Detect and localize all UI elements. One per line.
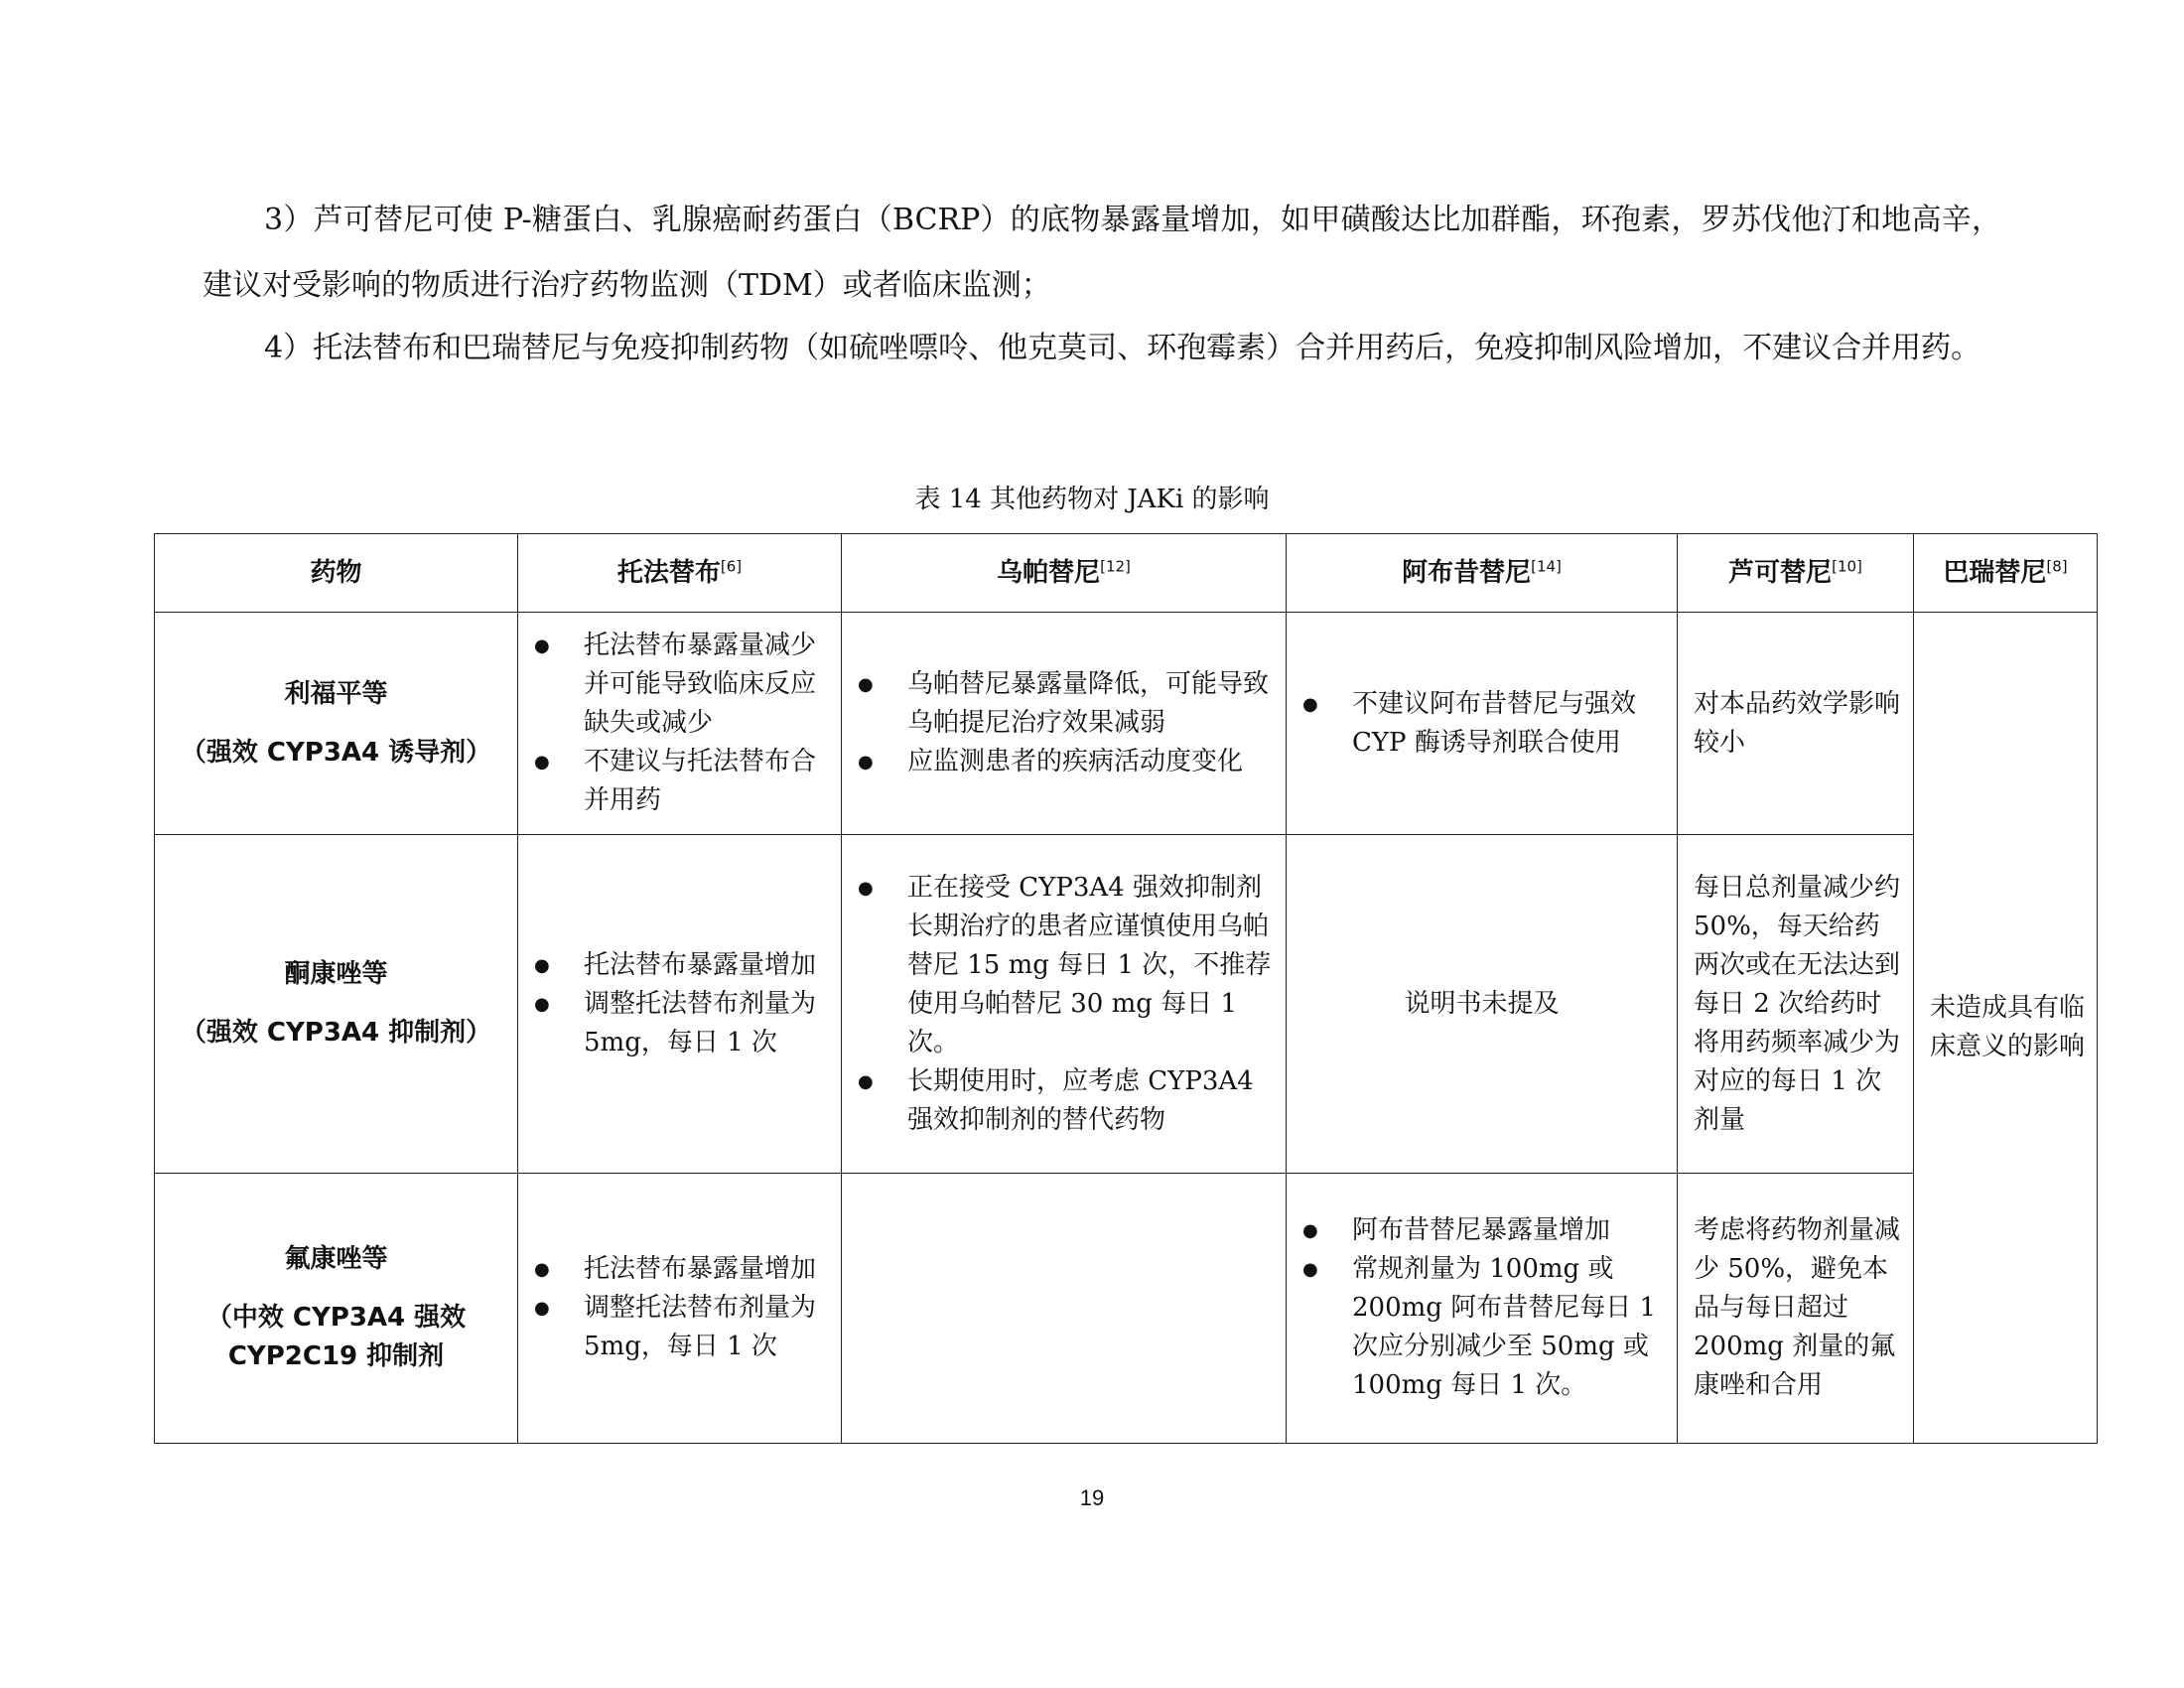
header-drug: 药物 [155,534,518,613]
upadacitinib-cell [842,613,1287,835]
bullet-item: ● 阿布昔替尼暴露量增加 [1297,1211,1667,1250]
ruxolitinib-cell: 每日总剂量减少约 50%，每天给药两次或在无法达到每日 2 次给药时将用药频率减少为对应的每日 1 次剂量 [1678,835,1914,1174]
paragraph-immunosuppressant-combination: 4）托法替布和巴瑞替尼与免疫抑制药物（如硫唑嘌呤、他克莫司、环孢霉素）合并用药后，免疫抑制风险增加，不建议合并用药。 [264,331,1981,365]
bullet-item: ● 长期使用时，应考虑 CYP3A4 强效抑制剂的替代药物 [852,1062,1276,1140]
ruxolitinib-cell: 考虑将药物剂量减少 50%，避免本品与每日超过 200mg 剂量的氟康唑和合用 [1678,1174,1914,1444]
drug-class: （强效 CYP3A4 抑制剂） [180,1018,492,1048]
upadacitinib-cell [842,835,1287,1174]
bullet-item: ● 不建议阿布昔替尼与强效 CYP 酶诱导剂联合使用 [1297,685,1667,763]
drug-name: 利福平等 [284,678,388,709]
drug-class: （强效 CYP3A4 诱导剂） [180,737,492,768]
bullet-item: ● 不建议与托法替布合并用药 [528,743,831,820]
header-abrocitinib: 阿布昔替尼[14] [1287,534,1678,613]
table-caption: 表 14 其他药物对 JAKi 的影响 [914,485,1270,514]
bullet-item: ● 调整托法替布剂量为 5mg，每日 1 次 [528,1289,831,1366]
header-baricitinib: 巴瑞替尼[8] [1914,534,2098,613]
table-row [155,1174,2098,1444]
bullet-item: ● 应监测患者的疾病活动度变化 [852,743,1276,781]
tofacitinib-cell [518,835,842,1174]
drug-name: 氟康唑等 [284,1244,388,1274]
header-ruxolitinib: 芦可替尼[10] [1678,534,1914,613]
page-number: 19 [1079,1485,1105,1510]
abrocitinib-cell: 说明书未提及 [1287,835,1678,1174]
bullet-item: ● 乌帕替尼暴露量降低，可能导致乌帕提尼治疗效果减弱 [852,665,1276,743]
table-header-row [155,534,2098,613]
bullet-item: ● 常规剂量为 100mg 或 200mg 阿布昔替尼每日 1 次应分别减少至 50mg 或 100mg 每日 1 次。 [1297,1250,1667,1405]
header-tofacitinib: 托法替布[6] [518,534,842,613]
bullet-item: ● 托法替布暴露量减少并可能导致临床反应缺失或减少 [528,627,831,743]
drug-name: 酮康唑等 [284,959,388,989]
drug-class: （中效 CYP3A4 强效 CYP2C19 抑制剂 [205,1303,467,1371]
paragraph-ruxolitinib-substrates: 3）芦可替尼可使 P-糖蛋白、乳腺癌耐药蛋白（BCRP）的底物暴露量增加，如甲磺酸达比加群酯，环孢素，罗苏伐他汀和地高辛，建议对受影响的物质进行治疗药物监测（TDM）或者临床监测； [203,203,2001,303]
tofacitinib-cell [518,1174,842,1444]
baricitinib-merged-cell: 未造成具有临床意义的影响 [1914,613,2098,1444]
bullet-item: ● 托法替布暴露量增加 [528,1250,831,1289]
drug-interaction-table [154,533,2098,1444]
drug-cell [155,613,518,835]
drug-cell [155,835,518,1174]
ruxolitinib-cell: 对本品药效学影响较小 [1678,613,1914,835]
bullet-item: ● 调整托法替布剂量为 5mg，每日 1 次 [528,985,831,1062]
bullet-item: ● 正在接受 CYP3A4 强效抑制剂长期治疗的患者应谨慎使用乌帕替尼 15 mg 每日 1 次，不推荐使用乌帕替尼 30 mg 每日 1 次。 [852,869,1276,1062]
abrocitinib-cell [1287,1174,1678,1444]
table-row [155,613,2098,835]
bullet-item: ● 托法替布暴露量增加 [528,946,831,985]
drug-cell [155,1174,518,1444]
upadacitinib-cell [842,1174,1287,1444]
tofacitinib-cell [518,613,842,835]
header-upadacitinib: 乌帕替尼[12] [842,534,1287,613]
table-row [155,835,2098,1174]
abrocitinib-cell [1287,613,1678,835]
